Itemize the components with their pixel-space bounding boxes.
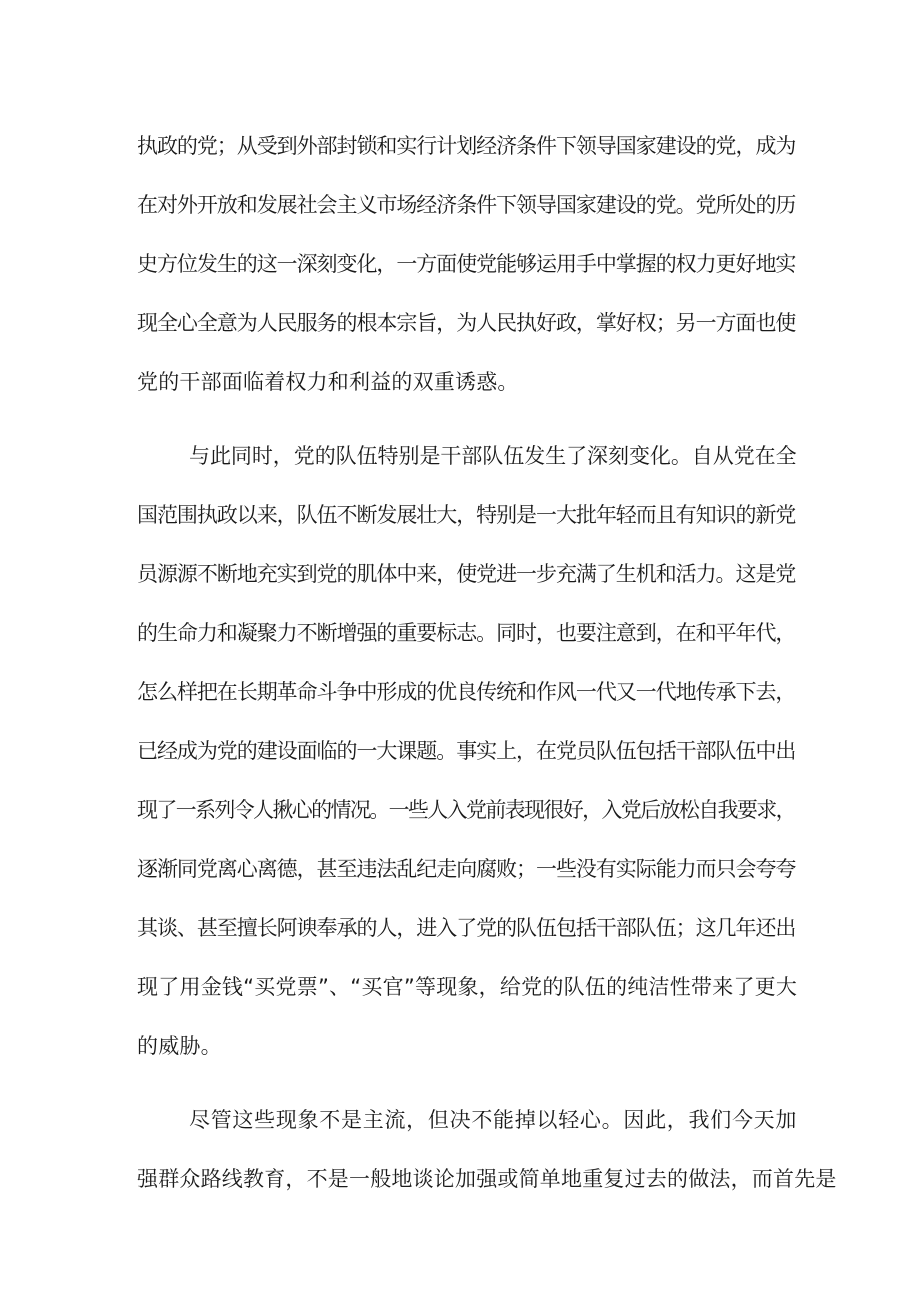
- text-line: 与此同时，党的队伍特别是干部队伍发生了深刻变化。自从党在全: [189, 444, 797, 468]
- text-line: 在对外开放和发展社会主义市场经济条件下领导国家建设的党。党所处的历: [137, 193, 796, 217]
- text-line: 党的干部面临着权力和利益的双重诱惑。: [137, 370, 519, 394]
- text-line: 执政的党；从受到外部封锁和实行计划经济条件下领导国家建设的党，成为: [137, 134, 796, 158]
- text-line: 怎么样把在长期革命斗争中形成的优良传统和作风一代又一代地传承下去，: [137, 680, 796, 704]
- text-line: 的生命力和凝聚力不断增强的重要标志。同时，也要注意到，在和平年代，: [137, 621, 796, 645]
- text-line: 其谈、甚至擅长阿谀奉承的人，进入了党的队伍包括干部队伍；这几年还出: [137, 916, 796, 940]
- text-line: 史方位发生的这一深刻变化，一方面使党能够运用手中掌握的权力更好地实: [137, 252, 796, 276]
- text-line: 国范围执政以来，队伍不断发展壮大，特别是一大批年轻而且有知识的新党: [137, 503, 796, 527]
- text-line: 现了一系列令人揪心的情况。一些人入党前表现很好，入党后放松自我要求，: [137, 798, 795, 822]
- text-line: 尽管这些现象不是主流，但决不能掉以轻心。因此，我们今天加: [189, 1108, 798, 1132]
- text-line: 逐渐同党离心离德，甚至违法乱纪走向腐败；一些没有实际能力而只会夸夸: [137, 857, 796, 881]
- text-line: 强群众路线教育，不是一般地谈论加强或简单地重复过去的做法，而首先是: [137, 1167, 837, 1191]
- text-line: 已经成为党的建设面临的一大课题。事实上，在党员队伍包括干部队伍中出: [137, 739, 796, 763]
- text-line: 员源源不断地充实到党的肌体中来，使党进一步充满了生机和活力。这是党: [137, 562, 796, 586]
- text-line: 现全心全意为人民服务的根本宗旨，为人民执好政，掌好权；另一方面也使: [137, 311, 796, 335]
- text-line: 现了用金钱“买党票”、“买官”等现象，给党的队伍的纯洁性带来了更大: [137, 975, 798, 999]
- text-line: 的威胁。: [137, 1034, 222, 1058]
